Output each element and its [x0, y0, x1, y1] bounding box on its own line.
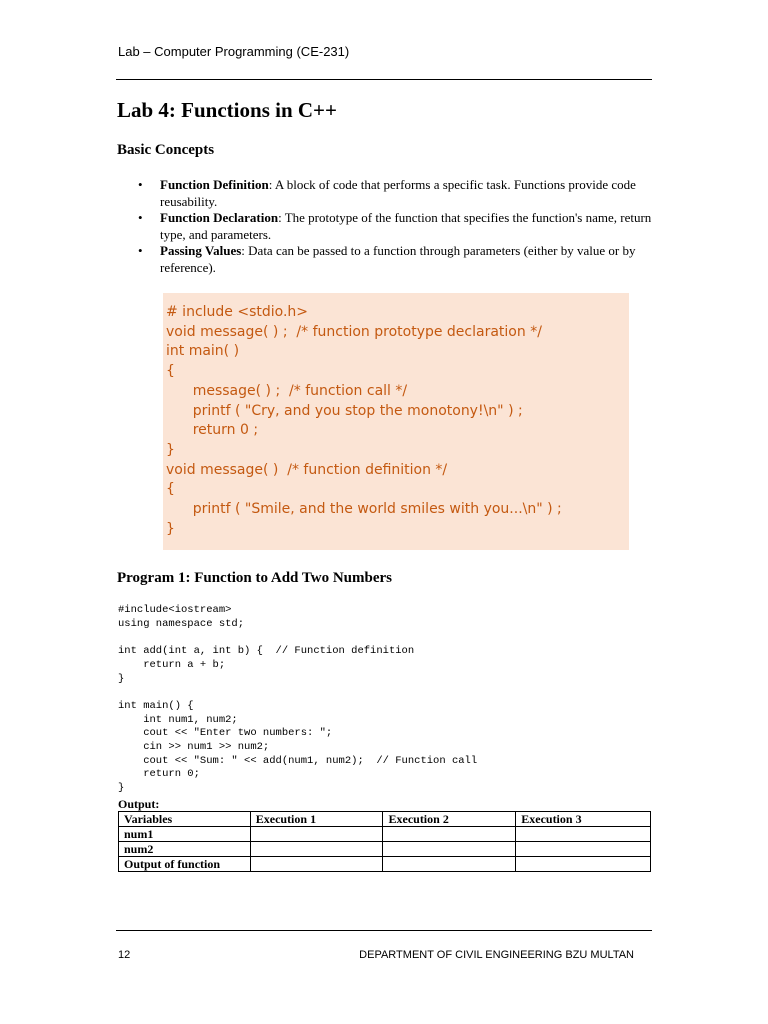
table-header-cell: Execution 3	[516, 812, 651, 827]
concept-term: Function Declaration	[160, 210, 279, 225]
table-cell	[250, 827, 383, 842]
table-cell: num1	[119, 827, 251, 842]
program1-code: #include<iostream> using namespace std; int add(int a, int b) { // Function definition return a + b; } int main() { int num1, num2; cout << "Enter two numbers: "; cin >> num1 >> num2; cout << "Sum: " << add(num1, num2); // Function call return 0; }	[118, 604, 478, 795]
header-divider	[116, 79, 652, 80]
lab-title: Lab 4: Functions in C++	[117, 98, 337, 122]
table-cell	[250, 842, 383, 857]
table-cell	[383, 842, 516, 857]
program1-heading: Program 1: Function to Add Two Numbers	[117, 570, 393, 586]
footer-divider	[116, 930, 652, 931]
table-header-row	[119, 812, 651, 827]
concept-description: : A block of code that performs a specific task. Functions provide code reusability.	[160, 177, 636, 209]
table-cell	[250, 857, 383, 872]
output-label: Output:	[118, 797, 160, 811]
concept-description: : The prototype of the function that specifies the function's name, return type, and parameters.	[160, 210, 652, 242]
table-row	[119, 842, 651, 857]
list-item	[138, 177, 652, 210]
table-cell	[516, 827, 651, 842]
page-number: 12	[118, 949, 131, 961]
table-header-cell: Execution 2	[383, 812, 516, 827]
table-cell: Output of function	[119, 857, 251, 872]
department-footer: DEPARTMENT OF CIVIL ENGINEERING BZU MULTAN	[359, 949, 634, 961]
concept-description: : Data can be passed to a function through parameters (either by value or by reference).	[160, 243, 636, 275]
table-cell	[516, 857, 651, 872]
concept-term: Function Definition	[160, 177, 269, 192]
table-cell	[516, 842, 651, 857]
table-header-cell: Execution 1	[250, 812, 383, 827]
concepts-list	[138, 177, 652, 276]
basic-concepts-heading: Basic Concepts	[117, 142, 215, 158]
concept-term: Passing Values	[160, 243, 242, 258]
table-header-cell: Variables	[119, 812, 251, 827]
table-row	[119, 827, 651, 842]
list-item	[138, 243, 652, 276]
list-item	[138, 210, 652, 243]
example-code-box	[163, 293, 629, 550]
table-row	[119, 857, 651, 872]
example-code: # include <stdio.h> void message( ) ; /* function prototype declaration */ int main( ) { message( ) ; /* function call */ printf ( "Cry, and you stop the monotony!\n" ) ; return 0 ; } void message( ) /* function definition */ { printf ( "Smile, and the world smiles with you...\n" ) ; }	[166, 304, 562, 537]
page-header: Lab – Computer Programming (CE-231)	[118, 44, 350, 59]
table-cell	[383, 857, 516, 872]
table-cell	[383, 827, 516, 842]
output-table	[118, 811, 651, 872]
table-cell: num2	[119, 842, 251, 857]
